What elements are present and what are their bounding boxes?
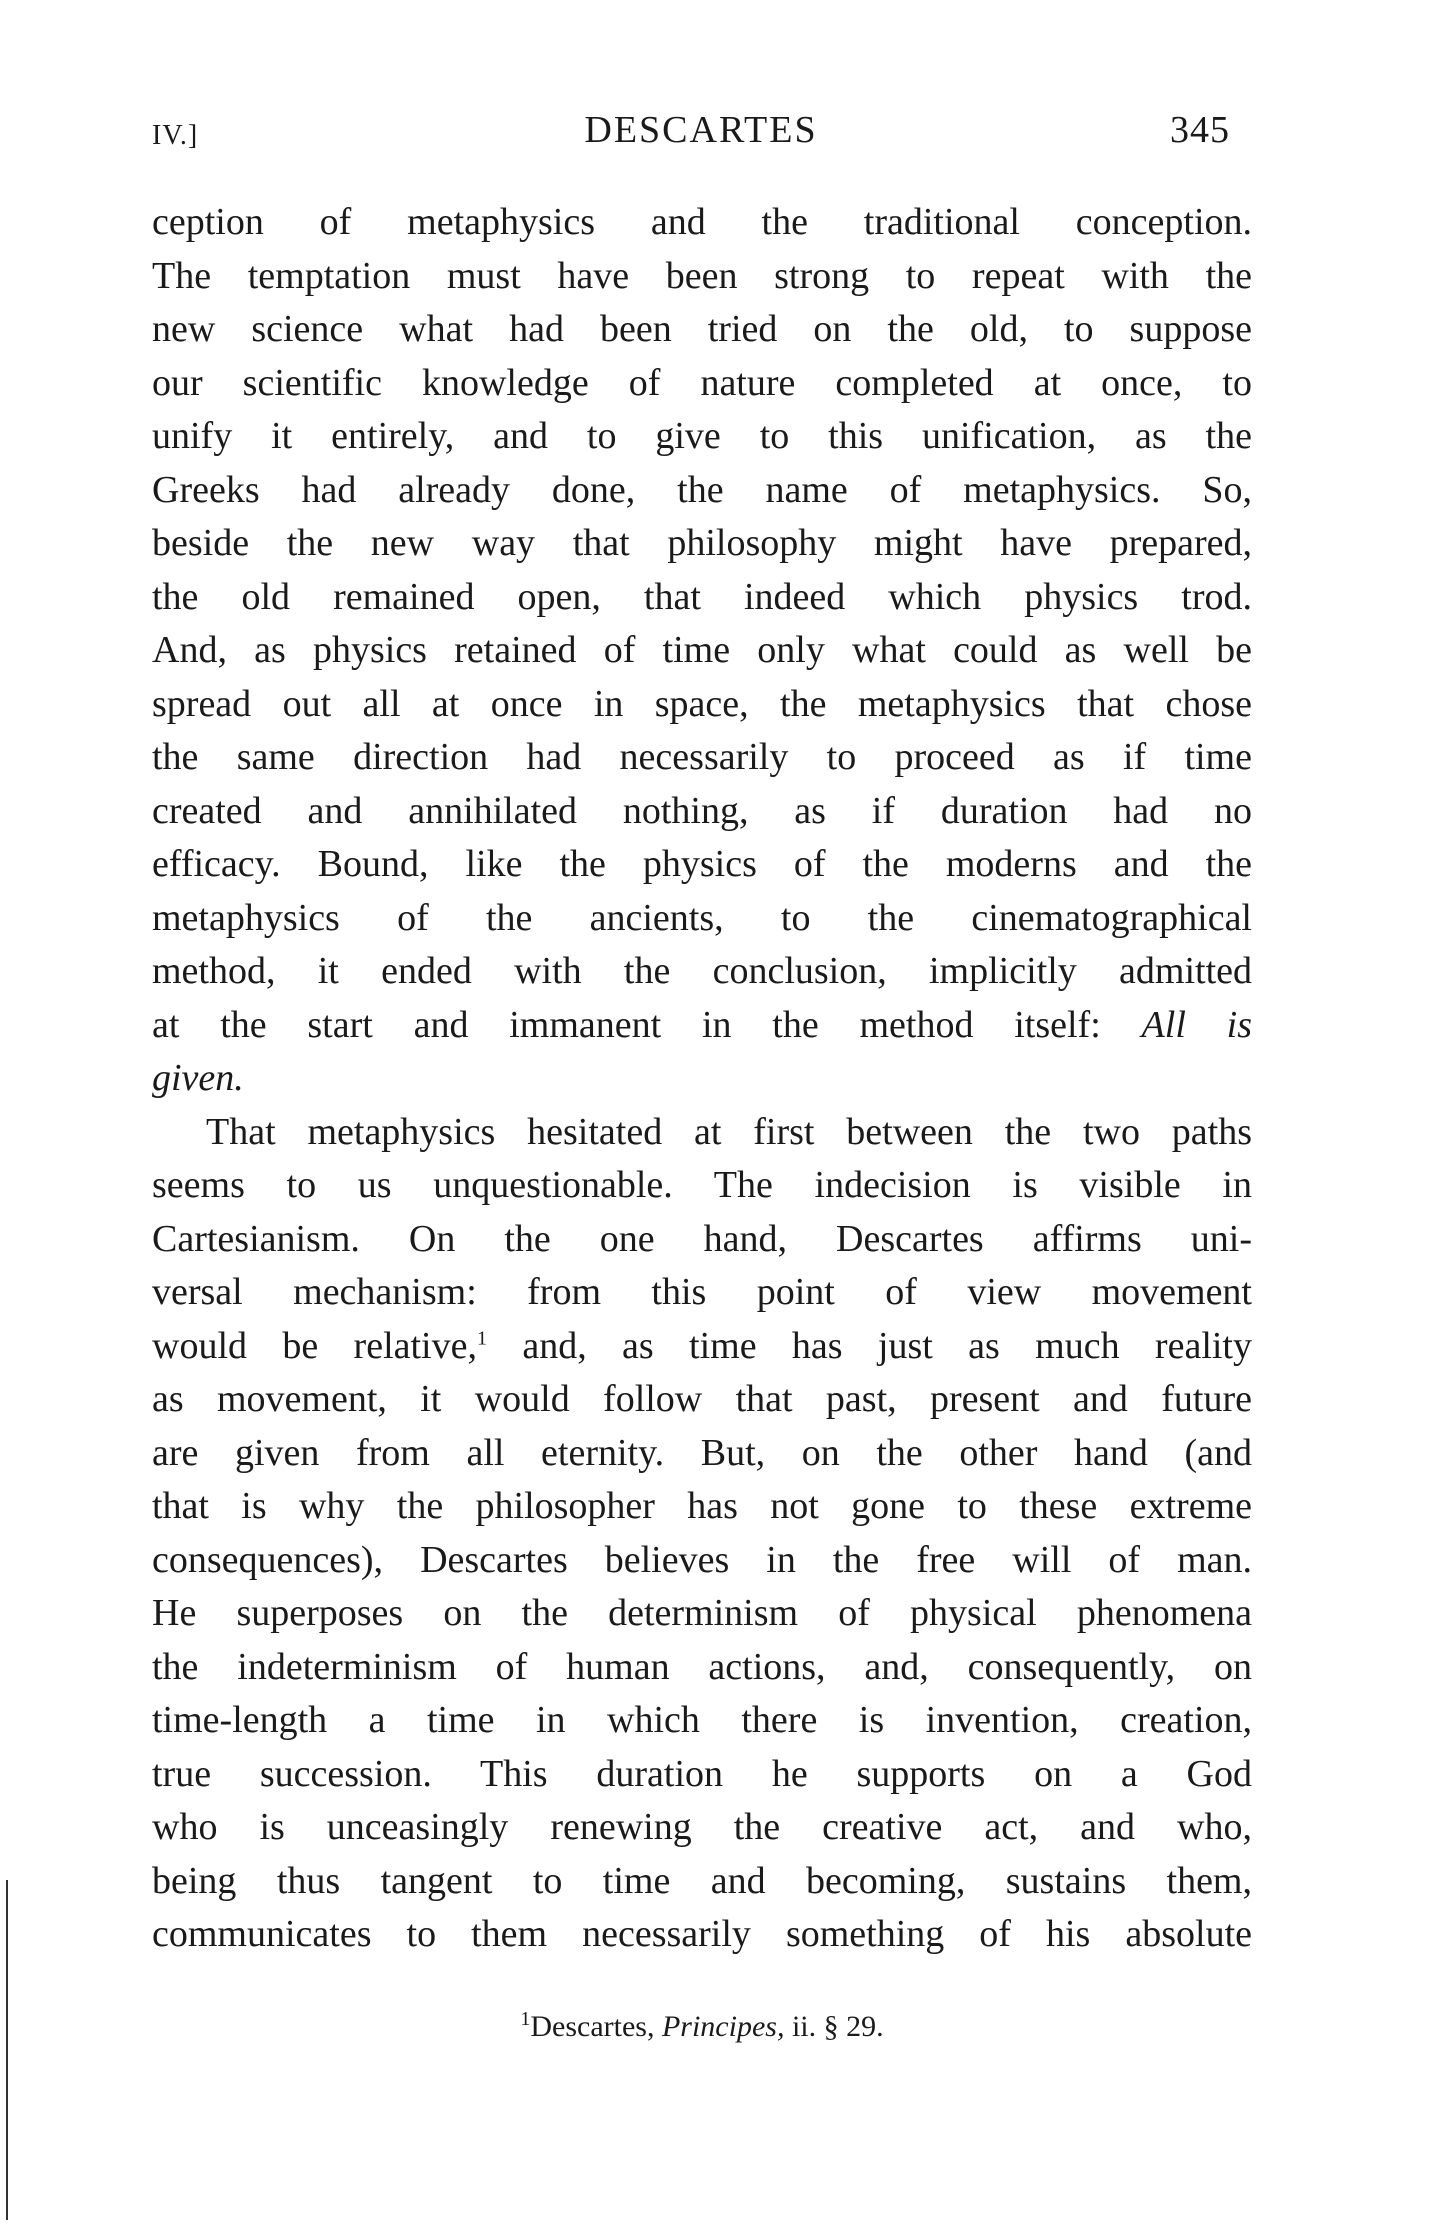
footnote-work-title: Principes, (661, 2010, 785, 2043)
text-line: new science what had been tried on the old, to suppose (152, 308, 1252, 350)
text-line: Greeks had already done, the name of metaphysics. So, (152, 468, 1252, 511)
text-line: communicates to them necessarily something of his absolute (152, 1913, 1252, 1955)
text-line: are given from all eternity. But, on the other hand (and (152, 1431, 1252, 1474)
text-line (152, 999, 1252, 1053)
text-line: our scientific knowledge of nature completed at once, to (152, 361, 1252, 404)
binding-edge-line (6, 1880, 8, 2220)
text-line: unify it entirely, and to give to this unification, as the (152, 415, 1252, 457)
text-line: He superposes on the determinism of physical phenomena (152, 1592, 1252, 1634)
text-line: ception of metaphysics and the traditional conception. (152, 201, 1252, 243)
text-line: the indeterminism of human actions, and, consequently, on (152, 1645, 1252, 1688)
text-line: method, it ended with the conclusion, implicitly admitted (152, 950, 1252, 992)
text-line: versal mechanism: from this point of view movement (152, 1271, 1252, 1313)
text-line: metaphysics of the ancients, to the cinematographical (152, 896, 1252, 939)
text-line: And, as physics retained of time only what could as well be (152, 629, 1252, 671)
page-header-title: DESCARTES (584, 109, 818, 151)
footnote-reference: 1 (476, 1326, 487, 1349)
body-text (152, 196, 1252, 1962)
italic-phrase: All is (1141, 1003, 1252, 1046)
text-segment: at the start and immanent in the method itself: (152, 1003, 1101, 1046)
text-line: time-length a time in which there is invention, creation, (152, 1699, 1252, 1741)
text-line: being thus tangent to time and becoming, sustains them, (152, 1859, 1252, 1902)
text-line: seems to us unquestionable. The indecision is visible in (152, 1164, 1252, 1206)
text-line: Cartesianism. On the one hand, Descartes affirms uni- (152, 1217, 1252, 1260)
footnote (152, 2010, 1252, 2044)
text-line: spread out all at once in space, the metaphysics that chose (152, 682, 1252, 725)
footnote-marker: 1 (520, 2008, 531, 2030)
text-line: That metaphysics hesitated at first between the two paths (206, 1110, 1252, 1153)
footnote-text: Descartes, (530, 2010, 662, 2043)
text-segment: would be relative, (152, 1324, 477, 1367)
text-line: The temptation must have been strong to repeat with the (152, 254, 1252, 297)
italic-phrase: given. (152, 1057, 244, 1099)
text-line: that is why the philosopher has not gone to these extreme (152, 1485, 1252, 1527)
text-line: true succession. This duration he supports on a God (152, 1752, 1252, 1795)
text-line: as movement, it would follow that past, present and future (152, 1378, 1252, 1420)
text-line: who is unceasingly renewing the creative act, and who, (152, 1806, 1252, 1848)
text-line: the same direction had necessarily to proceed as if time (152, 736, 1252, 778)
page-number: 345 (1170, 109, 1230, 151)
footnote-text: ii. § 29. (784, 2010, 884, 2043)
text-line: the old remained open, that indeed which physics trod. (152, 575, 1252, 618)
text-segment: and, as time has just as much reality (486, 1324, 1252, 1367)
text-line (152, 1320, 1252, 1374)
text-line: consequences), Descartes believes in the free will of man. (152, 1538, 1252, 1581)
text-line: efficacy. Bound, like the physics of the moderns and the (152, 843, 1252, 885)
text-line: beside the new way that philosophy might have prepared, (152, 522, 1252, 564)
text-line (152, 1052, 1252, 1106)
text-line: created and annihilated nothing, as if duration had no (152, 789, 1252, 832)
running-head (152, 108, 1250, 168)
chapter-number: IV.] (152, 120, 199, 151)
